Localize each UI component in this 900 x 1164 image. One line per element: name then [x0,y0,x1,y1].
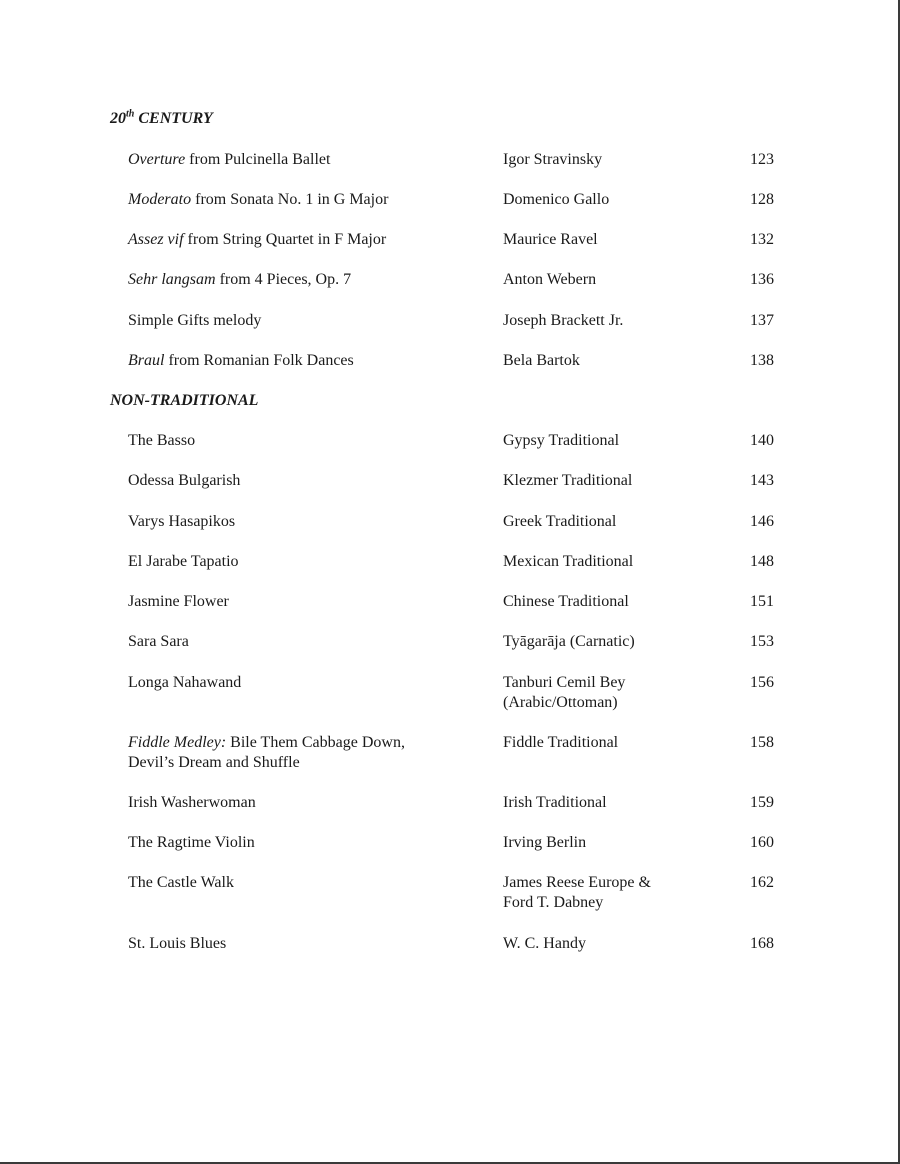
page-number: 162 [750,874,774,891]
page-number: 137 [750,312,774,329]
page-number: 136 [750,271,774,288]
section-heading-non-traditional [110,392,258,410]
composer [503,873,723,913]
piece-title-rest: St. Louis Blues [128,935,227,952]
piece-title [128,431,488,451]
page-number: 148 [750,553,774,570]
piece-title-rest: Simple Gifts melody [128,312,262,329]
piece-title-rest: from String Quartet in F Major [183,231,387,248]
piece-title-rest: Longa Nahawand [128,674,242,691]
composer [503,431,723,451]
composer [503,833,723,853]
page-number: 123 [750,151,774,168]
piece-title [128,632,488,652]
piece-title-italic: Sehr langsam [128,271,216,288]
page-number: 159 [750,794,774,811]
composer-name: Tyāgarāja (Carnatic) [503,633,635,650]
composer [503,592,723,612]
composer [503,512,723,532]
composer-name: Joseph Brackett Jr. [503,312,624,329]
composer-name: Mexican Traditional [503,553,634,570]
piece-title [128,733,488,773]
piece-title [128,793,488,813]
section-heading-rest: CENTURY [134,110,213,127]
section-heading-text: NON-TRADITIONAL [110,392,259,409]
piece-title-rest: from Pulcinella Ballet [185,151,331,168]
page-number: 143 [750,472,774,489]
piece-title [128,552,488,572]
page-number: 138 [750,352,774,369]
composer [503,190,723,210]
piece-title-italic: Moderato [128,191,192,208]
page-number: 146 [750,513,774,530]
piece-title-rest: Varys Hasapikos [128,513,236,530]
piece-title-rest: The Basso [128,432,196,449]
piece-title-italic: Overture [128,151,186,168]
piece-title [128,351,488,371]
piece-title-rest: from 4 Pieces, Op. 7 [215,271,352,288]
piece-title-rest: Jasmine Flower [128,593,229,610]
piece-title [128,190,488,210]
composer [503,673,723,713]
piece-title-rest: The Castle Walk [128,874,234,891]
composer-name: Tanburi Cemil Bey [503,674,626,691]
page-number: 156 [750,674,774,691]
composer-name: Greek Traditional [503,513,617,530]
piece-title-rest: from Sonata No. 1 in G Major [191,191,389,208]
composer-name: Igor Stravinsky [503,151,603,168]
piece-title [128,873,488,893]
composer [503,632,723,652]
composer [503,270,723,290]
section-heading-superscript: th [126,108,135,120]
composer-name: James Reese Europe & [503,874,651,891]
composer [503,150,723,170]
composer-name: Irish Traditional [503,794,607,811]
piece-title-italic: Fiddle Medley: [128,734,227,751]
section-heading-text: 20 [110,110,126,127]
composer-name: Fiddle Traditional [503,734,619,751]
piece-title-rest: Bile Them Cabbage Down, [226,734,405,751]
page-number: 151 [750,593,774,610]
composer [503,793,723,813]
composer [503,311,723,331]
piece-title-italic: Assez vif [128,231,184,248]
composer-name: Anton Webern [503,271,597,288]
composer-name-line2: (Arabic/Ottoman) [503,694,618,711]
page-number: 168 [750,935,774,952]
page-number: 128 [750,191,774,208]
piece-title [128,934,488,954]
piece-title-rest: from Romanian Folk Dances [164,352,354,369]
composer-name: Maurice Ravel [503,231,598,248]
composer-name: Irving Berlin [503,834,587,851]
composer-name-line2: Ford T. Dabney [503,894,604,911]
composer [503,552,723,572]
page-number: 132 [750,231,774,248]
composer-name: Domenico Gallo [503,191,610,208]
composer-name: W. C. Handy [503,935,586,952]
piece-title [128,673,488,693]
piece-title-line2: Devil’s Dream and Shuffle [128,754,300,771]
piece-title [128,150,488,170]
piece-title [128,592,488,612]
composer [503,351,723,371]
composer [503,934,723,954]
piece-title-rest: Irish Washerwoman [128,794,256,811]
piece-title [128,230,488,250]
piece-title-rest: El Jarabe Tapatio [128,553,239,570]
composer-name: Klezmer Traditional [503,472,633,489]
piece-title-italic: Braul [128,352,165,369]
page-number: 153 [750,633,774,650]
page-number: 140 [750,432,774,449]
piece-title [128,833,488,853]
piece-title [128,471,488,491]
piece-title-rest: The Ragtime Violin [128,834,255,851]
composer-name: Bela Bartok [503,352,580,369]
piece-title [128,311,488,331]
page-number: 160 [750,834,774,851]
piece-title [128,512,488,532]
piece-title-rest: Sara Sara [128,633,189,650]
composer [503,230,723,250]
composer [503,733,723,753]
section-heading-20th-century [110,110,213,128]
composer-name: Chinese Traditional [503,593,629,610]
piece-title [128,270,488,290]
composer [503,471,723,491]
piece-title-rest: Odessa Bulgarish [128,472,241,489]
composer-name: Gypsy Traditional [503,432,620,449]
page-number: 158 [750,734,774,751]
